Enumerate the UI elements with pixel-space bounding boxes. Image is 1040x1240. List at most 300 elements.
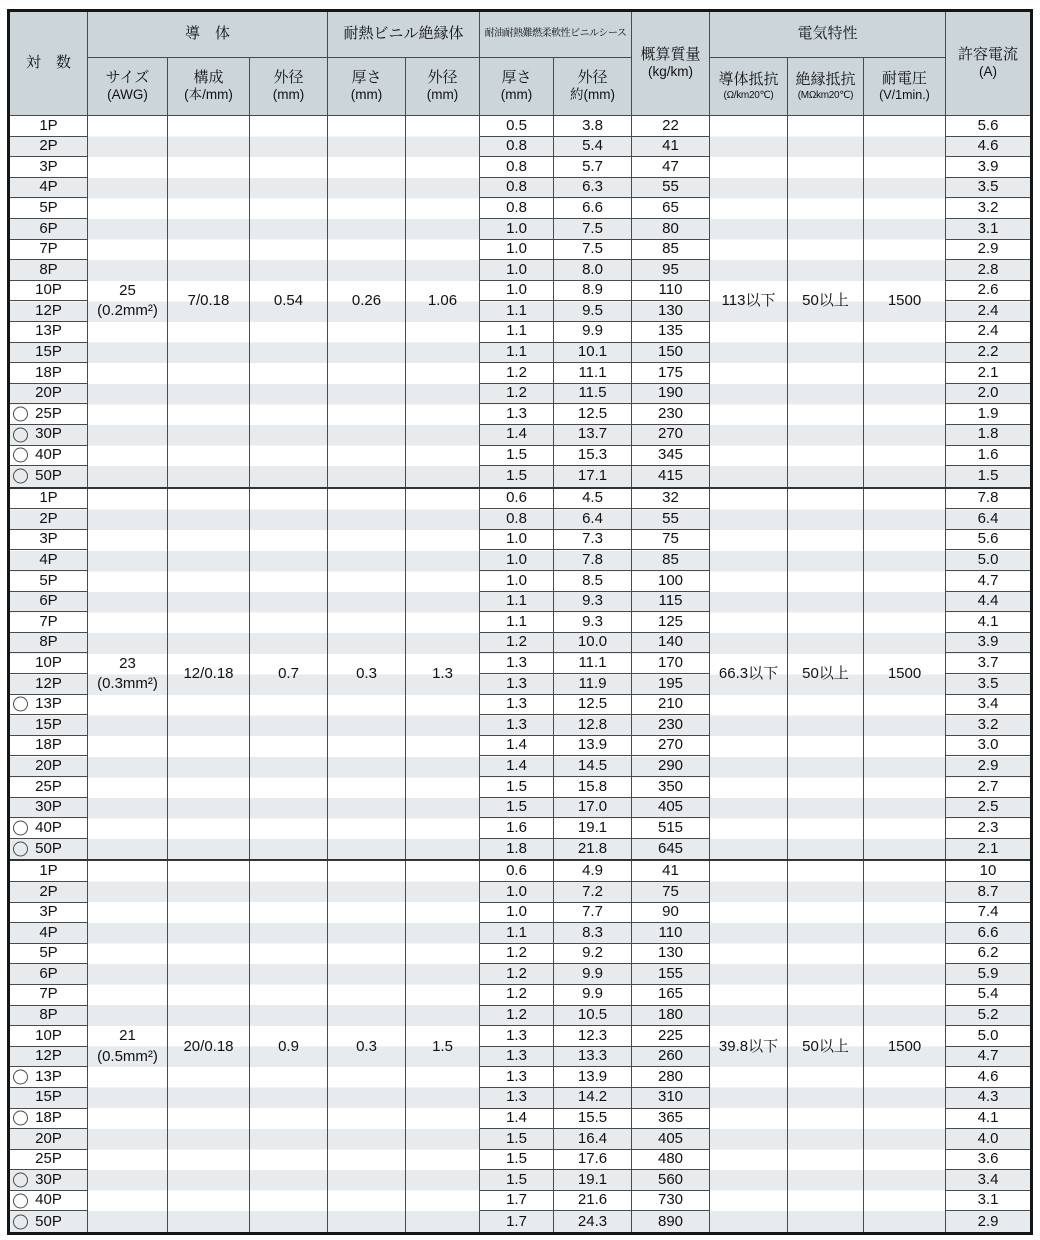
insulation-thickness-cell xyxy=(328,116,406,487)
conductor-od-cell xyxy=(250,116,328,487)
sheath-thickness-cell: 1.4 xyxy=(480,425,554,446)
pair-cell xyxy=(10,240,88,261)
pair-cell xyxy=(10,633,88,654)
mass-cell: 170 xyxy=(632,653,710,674)
header-ins-od-label: 外径 xyxy=(427,69,458,87)
pair-label: 4P xyxy=(39,923,58,941)
sheath-thickness-cell: 1.1 xyxy=(480,592,554,613)
header-group-conductor: 導 体 xyxy=(88,12,328,58)
sheath-od-cell: 6.3 xyxy=(554,178,632,199)
sheath-od-cell: 21.6 xyxy=(554,1191,632,1212)
construction-cell-text: 12/0.18 xyxy=(183,664,234,682)
current-cell: 3.1 xyxy=(946,1191,1030,1212)
sheath-od-cell: 10.0 xyxy=(554,633,632,654)
mass-cell: 115 xyxy=(632,592,710,613)
sheath-thickness-cell: 1.5 xyxy=(480,1150,554,1171)
header-construction-label: 構成 xyxy=(193,69,224,87)
current-cell: 4.1 xyxy=(946,612,1030,633)
sheath-thickness-cell: 0.6 xyxy=(480,861,554,882)
sheath-od-cell: 5.4 xyxy=(554,137,632,158)
pair-label: 1P xyxy=(39,861,58,879)
pair-cell xyxy=(10,736,88,757)
current-cell: 2.9 xyxy=(946,240,1030,261)
table-body xyxy=(10,116,1030,1232)
pair-cell xyxy=(10,1170,88,1191)
current-cell: 3.5 xyxy=(946,674,1030,695)
mass-cell: 55 xyxy=(632,178,710,199)
current-cell: 8.7 xyxy=(946,882,1030,903)
header-conductor-od xyxy=(250,58,328,115)
sheath-thickness-cell: 1.3 xyxy=(480,695,554,716)
current-cell: 1.5 xyxy=(977,467,999,485)
pair-label: 3P xyxy=(39,530,58,548)
sheath-thickness-cell: 1.7 xyxy=(480,1191,554,1212)
pair-cell xyxy=(10,384,88,405)
pair-label: 2P xyxy=(39,137,58,155)
current-cell: 3.4 xyxy=(946,1170,1030,1191)
mass-cell: 645 xyxy=(632,839,710,860)
current-cell: 2.1 xyxy=(977,839,999,857)
insulation-od-cell-text: 1.3 xyxy=(432,664,453,682)
pair-cell xyxy=(10,157,88,178)
current-cell: 5.6 xyxy=(946,530,1030,551)
size-cell-text: 23 xyxy=(119,654,136,672)
pair-cell xyxy=(10,530,88,551)
pair-label: 6P xyxy=(39,219,58,237)
current-cell: 5.9 xyxy=(946,964,1030,985)
sheath-thickness-cell: 1.3 xyxy=(480,653,554,674)
sheath-thickness-cell: 0.6 xyxy=(480,489,554,510)
sheath-od-cell: 24.3 xyxy=(554,1211,632,1232)
pair-cell xyxy=(10,923,88,944)
pair-label: 3P xyxy=(39,903,58,921)
header-voltage-unit: (V/1min.) xyxy=(879,88,930,103)
mass-cell: 365 xyxy=(632,1109,710,1130)
pair-cell xyxy=(10,116,88,137)
insulation-od-cell-text: 1.06 xyxy=(427,292,458,310)
current-cell: 2.1 xyxy=(946,363,1030,384)
mass-cell: 290 xyxy=(632,756,710,777)
sheath-thickness-cell: 1.7 xyxy=(480,1211,554,1232)
sheath-od-cell: 9.2 xyxy=(554,944,632,965)
pair-cell xyxy=(10,363,88,384)
mass-cell: 260 xyxy=(632,1047,710,1068)
sheath-od-cell: 7.3 xyxy=(554,530,632,551)
mass-cell: 130 xyxy=(632,944,710,965)
pair-cell xyxy=(10,964,88,985)
pair-label: 25P xyxy=(35,404,62,422)
current-cell: 4.6 xyxy=(946,1067,1030,1088)
current-cell: 3.1 xyxy=(946,219,1030,240)
pair-label: 13P xyxy=(35,695,62,713)
sheath-thickness-cell: 1.2 xyxy=(480,964,554,985)
sheath-od-cell: 13.7 xyxy=(554,425,632,446)
sheath-thickness-cell: 0.8 xyxy=(480,178,554,199)
current-cell: 2.4 xyxy=(946,322,1030,343)
size-cell-text: (0.2mm²) xyxy=(97,302,158,320)
pair-label: 5P xyxy=(39,571,58,589)
current-cell: 4.7 xyxy=(946,571,1030,592)
current-cell: 2.4 xyxy=(946,301,1030,322)
conductor-od-cell-text: 0.9 xyxy=(278,1037,299,1055)
sheath-thickness-cell: 1.4 xyxy=(480,1109,554,1130)
pair-label: 2P xyxy=(39,509,58,527)
circle-marker-icon xyxy=(13,1070,28,1085)
pair-label: 2P xyxy=(39,882,58,900)
header-ins-thickness-unit: (mm) xyxy=(350,87,383,103)
header-ins-od xyxy=(406,58,480,115)
current-cell: 6.2 xyxy=(946,944,1030,965)
pair-cell xyxy=(10,674,88,695)
sheath-thickness-cell: 1.5 xyxy=(480,466,554,487)
size-cell-text: 21 xyxy=(119,1027,136,1045)
pair-label: 8P xyxy=(39,260,58,278)
pair-cell xyxy=(10,612,88,633)
mass-cell: 90 xyxy=(632,903,710,924)
header-group-insulation: 耐熱ビニル絶縁体 xyxy=(328,12,480,58)
current-cell: 4.0 xyxy=(946,1129,1030,1150)
pair-label: 3P xyxy=(39,157,58,175)
mass-cell: 165 xyxy=(632,985,710,1006)
sheath-od-cell: 12.5 xyxy=(554,695,632,716)
header-voltage-label: 耐電圧 xyxy=(881,69,927,87)
mass-cell: 515 xyxy=(632,818,710,839)
pair-cell xyxy=(10,695,88,716)
mass-cell: 110 xyxy=(632,281,710,302)
pair-cell xyxy=(10,861,88,882)
pair-label: 40P xyxy=(35,1191,62,1209)
pair-cell xyxy=(10,489,88,510)
pair-label: 50P xyxy=(35,467,62,485)
pair-label: 4P xyxy=(39,551,58,569)
size-cell-text: 25 xyxy=(119,282,136,300)
circle-marker-icon xyxy=(13,1214,28,1229)
insulation-od-cell-text: 1.5 xyxy=(432,1037,453,1055)
pair-cell xyxy=(10,260,88,281)
insulation-thickness-cell-text: 0.26 xyxy=(351,292,382,310)
sheath-od-cell: 4.5 xyxy=(554,489,632,510)
current-cell: 2.3 xyxy=(946,818,1030,839)
current-cell: 2.5 xyxy=(946,798,1030,819)
pair-cell xyxy=(10,1088,88,1109)
construction-cell-text: 7/0.18 xyxy=(187,292,230,310)
header-ins-resistance-unit: (MΩkm20℃) xyxy=(797,89,854,101)
mass-cell: 95 xyxy=(632,260,710,281)
sheath-thickness-cell: 1.0 xyxy=(480,550,554,571)
insulation-resistance-cell-text: 50以上 xyxy=(802,292,849,310)
pair-cell xyxy=(10,1129,88,1150)
circle-marker-icon xyxy=(13,1111,28,1126)
sheath-od-cell: 17.0 xyxy=(554,798,632,819)
sheath-od-cell: 6.6 xyxy=(554,198,632,219)
pair-cell xyxy=(10,1026,88,1047)
current-cell: 3.4 xyxy=(946,695,1030,716)
pair-label: 8P xyxy=(39,633,58,651)
mass-cell: 310 xyxy=(632,1088,710,1109)
sheath-od-cell: 7.5 xyxy=(554,240,632,261)
current-cell: 3.2 xyxy=(946,198,1030,219)
current-cell: 4.4 xyxy=(946,592,1030,613)
pair-label: 7P xyxy=(39,612,58,630)
current-cell: 5.2 xyxy=(946,1006,1030,1027)
sheath-thickness-cell: 1.0 xyxy=(480,240,554,261)
mass-cell: 210 xyxy=(632,695,710,716)
pair-label: 12P xyxy=(35,301,62,319)
pair-label: 20P xyxy=(35,756,62,774)
mass-cell: 110 xyxy=(632,923,710,944)
mass-cell: 125 xyxy=(632,612,710,633)
insulation-od-cell xyxy=(406,861,480,1232)
mass-cell: 41 xyxy=(632,137,710,158)
pair-label: 30P xyxy=(35,798,62,816)
circle-marker-icon xyxy=(13,1173,28,1188)
pair-cell xyxy=(10,1191,88,1212)
header-sheath-od xyxy=(554,58,632,115)
sheath-od-cell: 12.3 xyxy=(554,1026,632,1047)
sheath-od-cell: 7.2 xyxy=(554,882,632,903)
header-ins-thickness xyxy=(328,58,406,115)
sheath-od-cell: 15.8 xyxy=(554,777,632,798)
pair-label: 40P xyxy=(35,818,62,836)
pair-label: 20P xyxy=(35,1129,62,1147)
insulation-resistance-cell xyxy=(788,861,864,1232)
sheath-thickness-cell: 1.2 xyxy=(480,985,554,1006)
sheath-od-cell: 11.9 xyxy=(554,674,632,695)
current-cell: 5.4 xyxy=(946,985,1030,1006)
sheath-od-cell: 17.6 xyxy=(554,1150,632,1171)
pair-label: 30P xyxy=(35,425,62,443)
mass-cell: 175 xyxy=(632,363,710,384)
pair-cell xyxy=(10,1150,88,1171)
sheath-thickness-cell: 1.1 xyxy=(480,343,554,364)
mass-cell: 41 xyxy=(632,861,710,882)
pair-cell xyxy=(10,1067,88,1088)
mass-cell: 480 xyxy=(632,1150,710,1171)
header-sheath-thickness-unit: (mm) xyxy=(500,87,533,103)
sheath-od-cell: 13.3 xyxy=(554,1047,632,1068)
sheath-od-cell: 12.5 xyxy=(554,404,632,425)
pair-cell xyxy=(10,550,88,571)
mass-cell: 150 xyxy=(632,343,710,364)
pair-label: 7P xyxy=(39,240,58,258)
mass-cell: 230 xyxy=(632,404,710,425)
header-ins-od-unit: (mm) xyxy=(426,87,459,103)
pair-label: 50P xyxy=(35,839,62,857)
size-cell-text: (0.3mm²) xyxy=(97,675,158,693)
sheath-thickness-cell: 1.2 xyxy=(480,384,554,405)
conductor-resistance-cell-text: 113以下 xyxy=(721,292,776,310)
pair-label: 5P xyxy=(39,944,58,962)
sheath-od-cell: 3.8 xyxy=(554,116,632,137)
current-cell: 4.3 xyxy=(946,1088,1030,1109)
pair-cell xyxy=(10,818,88,839)
pair-cell xyxy=(10,219,88,240)
sheath-od-cell: 13.9 xyxy=(554,736,632,757)
pair-label: 15P xyxy=(35,343,62,361)
current-cell: 4.6 xyxy=(946,137,1030,158)
header-voltage xyxy=(864,58,946,115)
sheath-thickness-cell: 1.5 xyxy=(480,1129,554,1150)
mass-cell: 225 xyxy=(632,1026,710,1047)
header-ins-resistance xyxy=(788,58,864,115)
current-cell: 3.9 xyxy=(946,633,1030,654)
sheath-thickness-cell: 0.8 xyxy=(480,509,554,530)
sheath-od-cell: 13.9 xyxy=(554,1067,632,1088)
pair-label: 25P xyxy=(35,777,62,795)
pair-label: 30P xyxy=(35,1170,62,1188)
current-cell: 2.8 xyxy=(946,260,1030,281)
mass-cell: 80 xyxy=(632,219,710,240)
header-size-label: サイズ xyxy=(105,69,150,87)
pair-label: 15P xyxy=(35,1088,62,1106)
current-cell: 2.7 xyxy=(946,777,1030,798)
current-cell: 3.6 xyxy=(946,1150,1030,1171)
conductor-resistance-cell xyxy=(710,861,788,1232)
current-cell: 3.5 xyxy=(946,178,1030,199)
mass-cell: 65 xyxy=(632,198,710,219)
sheath-od-cell: 9.9 xyxy=(554,322,632,343)
pair-cell xyxy=(10,715,88,736)
pair-label: 10P xyxy=(35,653,62,671)
construction-cell xyxy=(168,861,250,1232)
mass-cell: 345 xyxy=(632,446,710,467)
mass-cell: 22 xyxy=(632,116,710,137)
pair-cell xyxy=(10,653,88,674)
sheath-thickness-cell: 0.8 xyxy=(480,157,554,178)
sheath-od-cell: 10.1 xyxy=(554,343,632,364)
sheath-thickness-cell: 1.1 xyxy=(480,612,554,633)
header-current xyxy=(946,12,1030,115)
sheath-od-cell: 15.3 xyxy=(554,446,632,467)
pair-label: 20P xyxy=(35,384,62,402)
pair-cell xyxy=(10,301,88,322)
current-cell: 5.0 xyxy=(946,1026,1030,1047)
sheath-od-cell: 12.8 xyxy=(554,715,632,736)
header-resistance-label: 導体抵抗 xyxy=(718,71,779,89)
header-sheath-thickness xyxy=(480,58,554,115)
pair-label: 5P xyxy=(39,198,58,216)
pair-cell xyxy=(10,509,88,530)
pair-label: 13P xyxy=(35,1067,62,1085)
header-current-unit: (A) xyxy=(979,64,997,80)
header-mass-label: 概算質量 xyxy=(640,46,701,64)
current-cell: 2.2 xyxy=(946,343,1030,364)
withstand-voltage-cell xyxy=(864,861,946,1232)
table-header xyxy=(10,12,1030,116)
sheath-od-cell: 9.3 xyxy=(554,592,632,613)
circle-marker-icon xyxy=(13,842,28,857)
circle-marker-icon xyxy=(13,469,28,484)
mass-cell: 85 xyxy=(632,550,710,571)
sheath-thickness-cell: 1.3 xyxy=(480,1067,554,1088)
insulation-od-cell xyxy=(406,489,480,860)
sheath-thickness-cell: 1.4 xyxy=(480,736,554,757)
insulation-resistance-cell xyxy=(788,116,864,487)
pair-cell xyxy=(10,756,88,777)
header-current-label: 許容電流 xyxy=(957,46,1018,64)
pair-label: 25P xyxy=(35,1150,62,1168)
current-cell: 1.8 xyxy=(946,425,1030,446)
sheath-thickness-cell: 1.0 xyxy=(480,571,554,592)
pair-cell xyxy=(10,137,88,158)
mass-cell: 890 xyxy=(632,1211,710,1232)
current-cell: 1.9 xyxy=(946,404,1030,425)
pair-cell xyxy=(10,281,88,302)
sheath-od-cell: 5.7 xyxy=(554,157,632,178)
header-resistance xyxy=(710,58,788,115)
mass-cell: 405 xyxy=(632,798,710,819)
sheath-od-cell: 8.9 xyxy=(554,281,632,302)
size-block xyxy=(10,116,1030,487)
current-cell: 1.6 xyxy=(946,446,1030,467)
pair-label: 18P xyxy=(35,363,62,381)
pair-cell xyxy=(10,425,88,446)
header-pair-count: 対 数 xyxy=(10,12,88,115)
current-cell: 4.1 xyxy=(946,1109,1030,1130)
sheath-thickness-cell: 1.0 xyxy=(480,903,554,924)
pair-label: 50P xyxy=(35,1212,62,1230)
sheath-od-cell: 9.5 xyxy=(554,301,632,322)
header-ins-thickness-label: 厚さ xyxy=(351,69,382,87)
header-conductor-od-label: 外径 xyxy=(273,69,304,87)
pair-label: 15P xyxy=(35,715,62,733)
mass-cell: 135 xyxy=(632,322,710,343)
sheath-thickness-cell: 1.5 xyxy=(480,777,554,798)
size-cell xyxy=(88,861,168,1232)
mass-cell: 730 xyxy=(632,1191,710,1212)
header-ins-resistance-label: 絶縁抵抗 xyxy=(795,71,856,89)
header-conductor-od-unit: (mm) xyxy=(272,87,305,103)
header-sheath-od-unit: 約(mm) xyxy=(570,87,615,103)
size-cell-text: (0.5mm²) xyxy=(97,1047,158,1065)
circle-marker-icon xyxy=(13,1193,28,1208)
sheath-thickness-cell: 1.0 xyxy=(480,281,554,302)
conductor-od-cell-text: 0.7 xyxy=(278,664,299,682)
sheath-thickness-cell: 1.3 xyxy=(480,1026,554,1047)
sheath-od-cell: 17.1 xyxy=(554,466,632,487)
pair-label: 8P xyxy=(39,1006,58,1024)
pair-cell xyxy=(10,1109,88,1130)
withstand-voltage-cell xyxy=(864,116,946,487)
sheath-thickness-cell: 1.3 xyxy=(480,404,554,425)
sheath-thickness-cell: 1.5 xyxy=(480,798,554,819)
sheath-thickness-cell: 0.8 xyxy=(480,198,554,219)
size-cell xyxy=(88,489,168,860)
sheath-thickness-cell: 1.3 xyxy=(480,1088,554,1109)
current-cell: 2.6 xyxy=(946,281,1030,302)
pair-label: 13P xyxy=(35,322,62,340)
pair-cell xyxy=(10,343,88,364)
current-cell: 6.6 xyxy=(946,923,1030,944)
conductor-resistance-cell xyxy=(710,489,788,860)
mass-cell: 155 xyxy=(632,964,710,985)
sheath-od-cell: 21.8 xyxy=(554,839,632,860)
pair-label: 1P xyxy=(39,489,58,507)
mass-cell: 350 xyxy=(632,777,710,798)
withstand-voltage-cell xyxy=(864,489,946,860)
pair-cell xyxy=(10,777,88,798)
current-cell: 4.7 xyxy=(946,1047,1030,1068)
header-sheath-thickness-label: 厚さ xyxy=(501,69,532,87)
withstand-voltage-cell-text: 1500 xyxy=(887,1037,922,1055)
sheath-od-cell: 9.3 xyxy=(554,612,632,633)
insulation-resistance-cell-text: 50以上 xyxy=(802,664,849,682)
current-cell: 5.0 xyxy=(946,550,1030,571)
header-group-sheath: 耐油耐熱難燃柔軟性ビニルシース xyxy=(480,12,632,58)
sheath-od-cell: 7.7 xyxy=(554,903,632,924)
mass-cell: 190 xyxy=(632,384,710,405)
conductor-resistance-cell xyxy=(710,116,788,487)
